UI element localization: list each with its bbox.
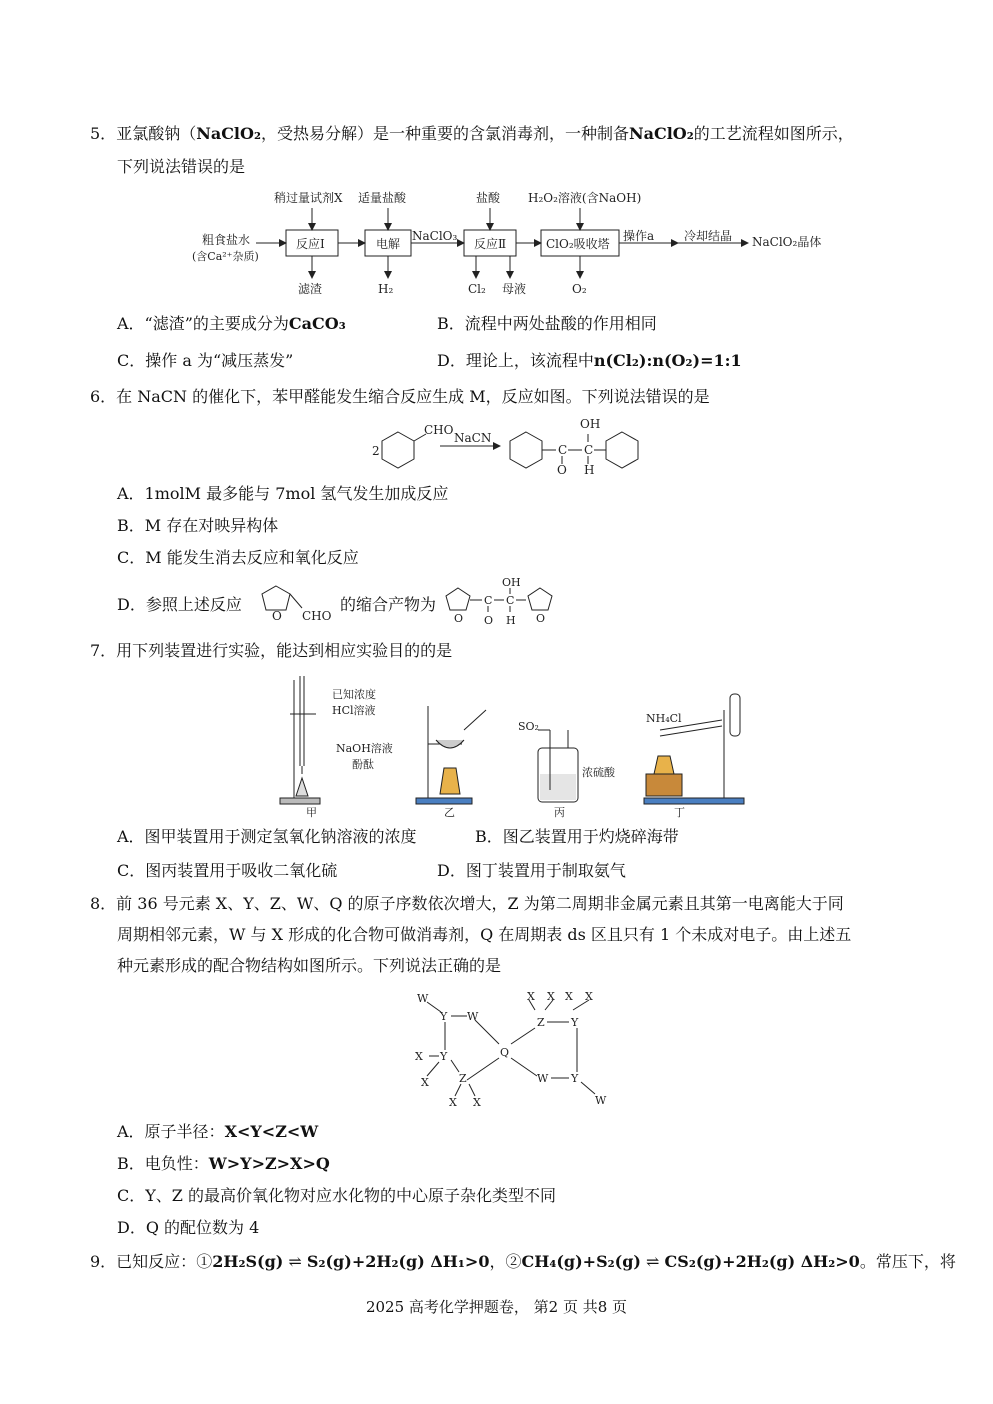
- q7-apparatus: [276, 670, 752, 822]
- q5-option-b[interactable]: B．流程中两处盐酸的作用相同: [437, 314, 657, 333]
- q7-bing-gas: SO₂: [518, 720, 539, 733]
- q7-jia-label3: NaOH溶液: [336, 742, 393, 755]
- q7-jia-label4: 酚酞: [352, 758, 374, 771]
- furfural-o: O: [272, 609, 282, 623]
- furoin-oh: OH: [502, 576, 521, 589]
- furoin-h: H: [506, 614, 516, 626]
- furoin-o2: O: [484, 614, 494, 626]
- q6-carbonyl-o: O: [557, 463, 567, 477]
- q7-option-a[interactable]: A．图甲装置用于测定氢氧化钠溶液的浓度: [117, 827, 417, 846]
- q8-atom-x3: X: [449, 1096, 457, 1109]
- flow-mid: NaClO₃: [412, 229, 458, 243]
- flow-out4: O₂: [572, 282, 587, 296]
- furoin-c2: C: [506, 594, 515, 607]
- q6-h: H: [584, 463, 595, 477]
- q8-line1: 8．前 36 号元素 X、Y、Z、W、Q 的原子序数依次增大，Z 为第二周期非金属元素且其第一电离能大于同: [90, 894, 844, 913]
- q7-option-c[interactable]: C．图丙装置用于吸收二氧化硫: [117, 861, 338, 880]
- q7-caption-bing: 丙: [554, 806, 565, 819]
- flow-box2: 电解: [376, 237, 401, 251]
- q8-line2: 周期相邻元素，W 与 X 形成的化合物可做消毒剂，Q 在周期表 ds 区且只有 1 个未成对电子。由上述五: [117, 925, 852, 944]
- q8-atom-z2: Z: [537, 1016, 545, 1029]
- q8-option-b[interactable]: B．电负性：W>Y>Z>X>Q: [117, 1154, 330, 1173]
- q8-atom-x2: X: [421, 1076, 429, 1089]
- q8-line3: 种元素形成的配合物结构如图所示。下列说法正确的是: [117, 956, 502, 975]
- furoin-structure: [444, 576, 556, 626]
- q8-atom-y1: Y: [440, 1010, 448, 1023]
- flow-out1: 滤渣: [298, 282, 323, 296]
- q6-coefficient: 2: [372, 444, 380, 458]
- q5-option-a[interactable]: A．“滤渣”的主要成分为CaCO₃: [117, 314, 346, 333]
- q7-jia-label2: HCl溶液: [332, 704, 376, 717]
- q8-atom-w4: W: [595, 1094, 607, 1107]
- q8-atom-x8: X: [585, 990, 593, 1003]
- q8-atom-x5: X: [527, 990, 535, 1003]
- q7-caption-jia: 甲: [306, 806, 317, 819]
- flow-reagent-h2o2: H₂O₂溶液(含NaOH): [528, 191, 642, 205]
- q6-carbonyl-c: C: [558, 443, 568, 457]
- q5-option-c[interactable]: C．操作 a 为“减压蒸发”: [117, 351, 294, 370]
- q8-atom-x1: X: [415, 1050, 423, 1063]
- q7-jia-label1: 已知浓度: [332, 688, 376, 701]
- flow-out2: H₂: [378, 282, 394, 296]
- q8-atom-y4: Y: [571, 1072, 579, 1085]
- flow-product: NaClO₂晶体: [752, 235, 822, 249]
- flow-out3b: 母液: [502, 282, 527, 296]
- q6-option-d-tail: 的缩合产物为: [340, 595, 437, 614]
- flow-reagent-hcl2: 盐酸: [476, 191, 501, 205]
- q6-option-d[interactable]: D．参照上述反应: [117, 595, 242, 614]
- q6-chiral-c: C: [584, 443, 594, 457]
- q8-atom-z1: Z: [459, 1072, 467, 1085]
- q6-catalyst: NaCN: [454, 431, 492, 445]
- q7-option-d[interactable]: D．图丁装置用于制取氨气: [437, 861, 626, 880]
- flow-box3: 反应Ⅱ: [474, 237, 507, 251]
- q7-caption-yi: 乙: [444, 806, 455, 819]
- furfural-structure: [256, 580, 340, 626]
- q8-atom-w3: W: [537, 1072, 549, 1085]
- q7-caption-ding: 丁: [674, 806, 685, 819]
- q6-option-b[interactable]: B．M 存在对映异构体: [117, 516, 279, 535]
- furoin-c1: C: [484, 594, 493, 607]
- flow-box1: 反应Ⅰ: [296, 237, 325, 251]
- q8-atom-w2: W: [467, 1010, 479, 1023]
- q5-flowchart: [180, 180, 840, 300]
- q5-option-d[interactable]: D．理论上，该流程中n(Cl₂):n(O₂)=1:1: [437, 351, 742, 370]
- q8-atom-w1: W: [417, 992, 429, 1005]
- q5-line1: 5．亚氯酸钠（NaClO₂，受热易分解）是一种重要的含氯消毒剂，一种制备NaClO₂的工艺流程如图所示，: [90, 124, 854, 143]
- q8-option-d[interactable]: D．Q 的配位数为 4: [117, 1218, 260, 1237]
- q6-option-a[interactable]: A．1molM 最多能与 7mol 氢气发生加成反应: [117, 484, 449, 503]
- q8-atom-x7: X: [565, 990, 573, 1003]
- q6-reaction-scheme: [370, 412, 650, 482]
- q7-option-b[interactable]: B．图乙装置用于灼烧碎海带: [475, 827, 679, 846]
- q7-bing-liquid: 浓硫酸: [582, 766, 615, 779]
- furoin-o3: O: [536, 612, 546, 625]
- q8-option-c[interactable]: C．Y、Z 的最高价氧化物对应水化物的中心原子杂化类型不同: [117, 1186, 557, 1205]
- flow-input-top: 粗食盐水: [202, 233, 251, 247]
- flow-out3a: Cl₂: [468, 282, 486, 296]
- flow-reagent-hcl: 适量盐酸: [358, 191, 407, 205]
- flow-cool: 冷却结晶: [684, 229, 733, 243]
- q6-oh: OH: [580, 417, 601, 431]
- q6-stem: 6．在 NaCN 的催化下，苯甲醛能发生缩合反应生成 M，反应如图。下列说法错误的是: [90, 387, 710, 406]
- q8-atom-x6: X: [547, 990, 555, 1003]
- q8-atom-x4: X: [473, 1096, 481, 1109]
- flow-input-bottom: (含Ca²⁺杂质): [192, 250, 259, 263]
- flow-box4: ClO₂吸收塔: [546, 237, 610, 251]
- page-footer: 2025 高考化学押题卷， 第2 页 共8 页: [365, 1298, 628, 1316]
- furoin-o1: O: [454, 612, 464, 625]
- q6-cho-label: CHO: [424, 423, 454, 437]
- flow-op: 操作a: [623, 229, 655, 243]
- q8-atom-y3: Y: [571, 1016, 579, 1029]
- q7-ding-reagent: NH₄Cl: [646, 712, 682, 725]
- equilibrium-arrow-icon: ⇌: [283, 1252, 307, 1271]
- q7-stem: 7．用下列装置进行实验，能达到相应实验目的的是: [90, 641, 453, 660]
- q8-atom-q: Q: [500, 1046, 510, 1059]
- equilibrium-arrow-icon: ⇌: [640, 1252, 665, 1271]
- q8-atom-y2: Y: [440, 1050, 448, 1063]
- flow-reagent-x: 稍过量试剂X: [274, 191, 343, 205]
- q8-option-a[interactable]: A．原子半径：X<Y<Z<W: [117, 1122, 319, 1141]
- q6-option-c[interactable]: C．M 能发生消去反应和氧化反应: [117, 548, 359, 567]
- q9-line1: 9．已知反应：①2H₂S(g) ⇌ S₂(g)+2H₂(g) ΔH₁>0，②CH₄(g)+S₂(g) ⇌ CS₂(g)+2H₂(g) ΔH₂>0。常压下，将: [90, 1252, 956, 1271]
- q8-complex-structure: [405, 988, 615, 1110]
- q5-line2: 下列说法错误的是: [117, 157, 246, 176]
- furfural-cho: CHO: [302, 609, 332, 623]
